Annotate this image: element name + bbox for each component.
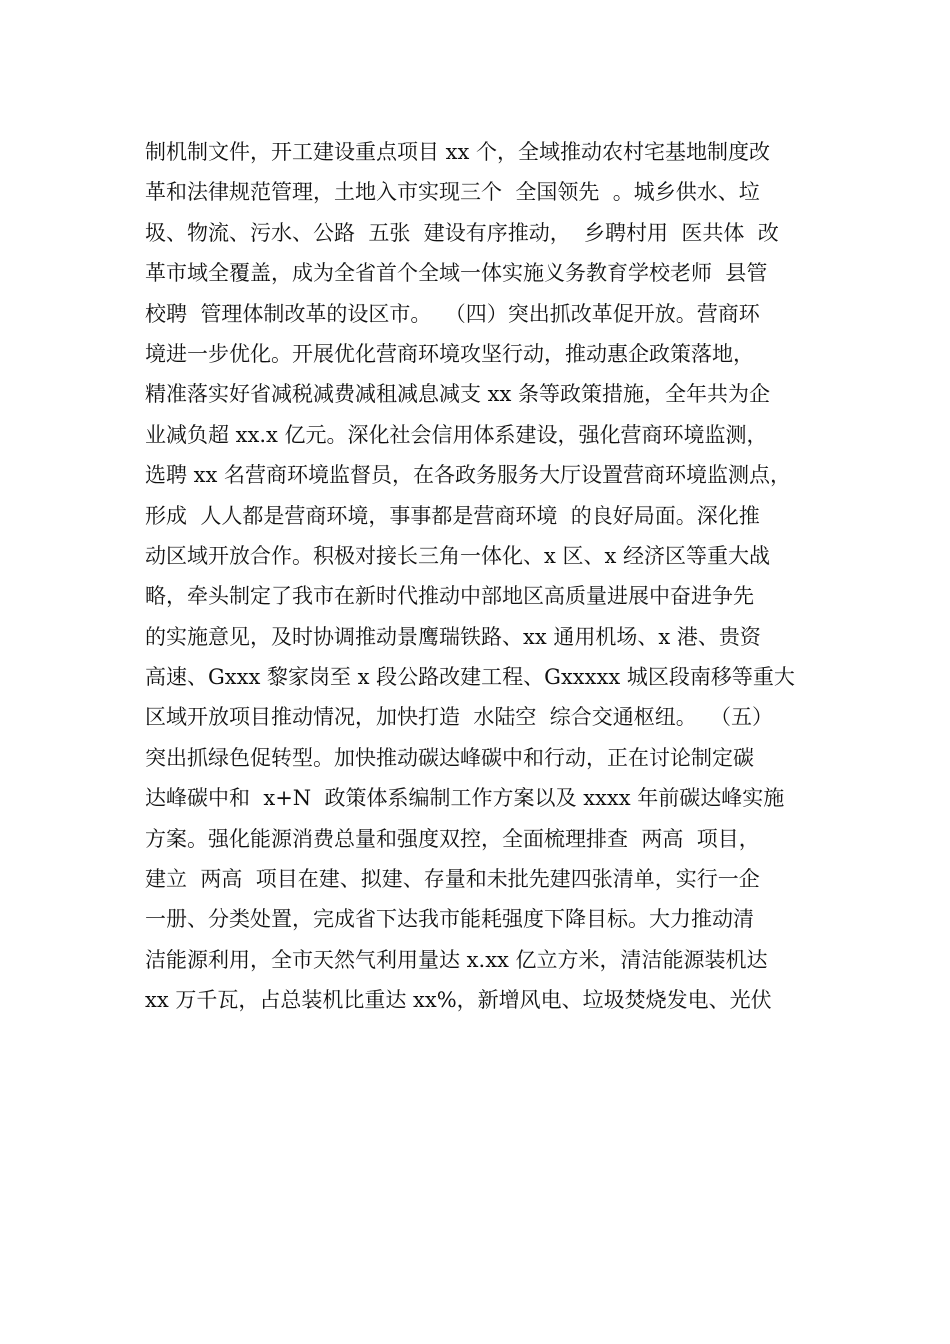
- text-line: 高速、Gxxx 黎家岗至 x 段公路改建工程、Gxxxxx 城区段南移等重大: [145, 665, 795, 690]
- text-line: 圾、物流、污水、公路 五张 建设有序推动， 乡聘村用 医共体 改: [145, 220, 779, 245]
- text-line: 略，牵头制定了我市在新时代推动中部地区高质量进展中奋进争先: [145, 584, 754, 609]
- text-line: 革和法律规范管理，土地入市实现三个 全国领先 。城乡供水、垃: [145, 180, 760, 205]
- text-line: 的实施意见，及时协调推动景鹰瑞铁路、xx 通用机场、x 港、贵资: [145, 624, 761, 649]
- text-line: 形成 人人都是营商环境，事事都是营商环境 的良好局面。深化推: [145, 503, 760, 528]
- text-line: 业减负超 xx.x 亿元。深化社会信用体系建设，强化营商环境监测，: [145, 422, 768, 447]
- text-line: 境进一步优化。开展优化营商环境攻坚行动，推动惠企政策落地，: [145, 341, 754, 366]
- text-line: 革市域全覆盖，成为全省首个全域一体实施义务教育学校老师 县管: [145, 261, 768, 286]
- text-line: 突出抓绿色促转型。加快推动碳达峰碳中和行动，正在讨论制定碳: [145, 745, 754, 770]
- text-line: 精准落实好省减税减费减租减息减支 xx 条等政策措施，全年共为企: [145, 382, 771, 407]
- text-line: 达峰碳中和 x+N 政策体系编制工作方案以及 xxxx 年前碳达峰实施: [145, 786, 785, 811]
- text-line: 区域开放项目推动情况，加快打造 水陆空 综合交通枢纽。 （五）: [145, 705, 774, 730]
- text-line: 制机制文件，开工建设重点项目 xx 个，全域推动农村宅基地制度改: [145, 140, 771, 164]
- text-line: xx 万千瓦，占总装机比重达 xx%，新增风电、垃圾焚烧发电、光伏: [145, 988, 772, 1013]
- text-line: 建立 两高 项目在建、拟建、存量和未批先建四张清单，实行一企: [145, 867, 760, 892]
- text-line: 方案。强化能源消费总量和强度双控，全面梳理排查 两高 项目，: [145, 826, 760, 851]
- text-line: 选聘 xx 名营商环境监督员，在各政务服务大厅设置营商环境监测点，: [145, 463, 792, 488]
- text-line: 动区域开放合作。积极对接长三角一体化、x 区、x 经济区等重大战: [145, 543, 771, 568]
- text-line: 洁能源利用，全市天然气利用量达 x.xx 亿立方米，清洁能源装机达: [145, 947, 768, 972]
- document-body: [145, 132, 845, 1021]
- text-line: 校聘 管理体制改革的设区市。 （四）突出抓改革促开放。营商环: [145, 301, 760, 326]
- text-line: 一册、分类处置，完成省下达我市能耗强度下降目标。大力推动清: [145, 907, 754, 932]
